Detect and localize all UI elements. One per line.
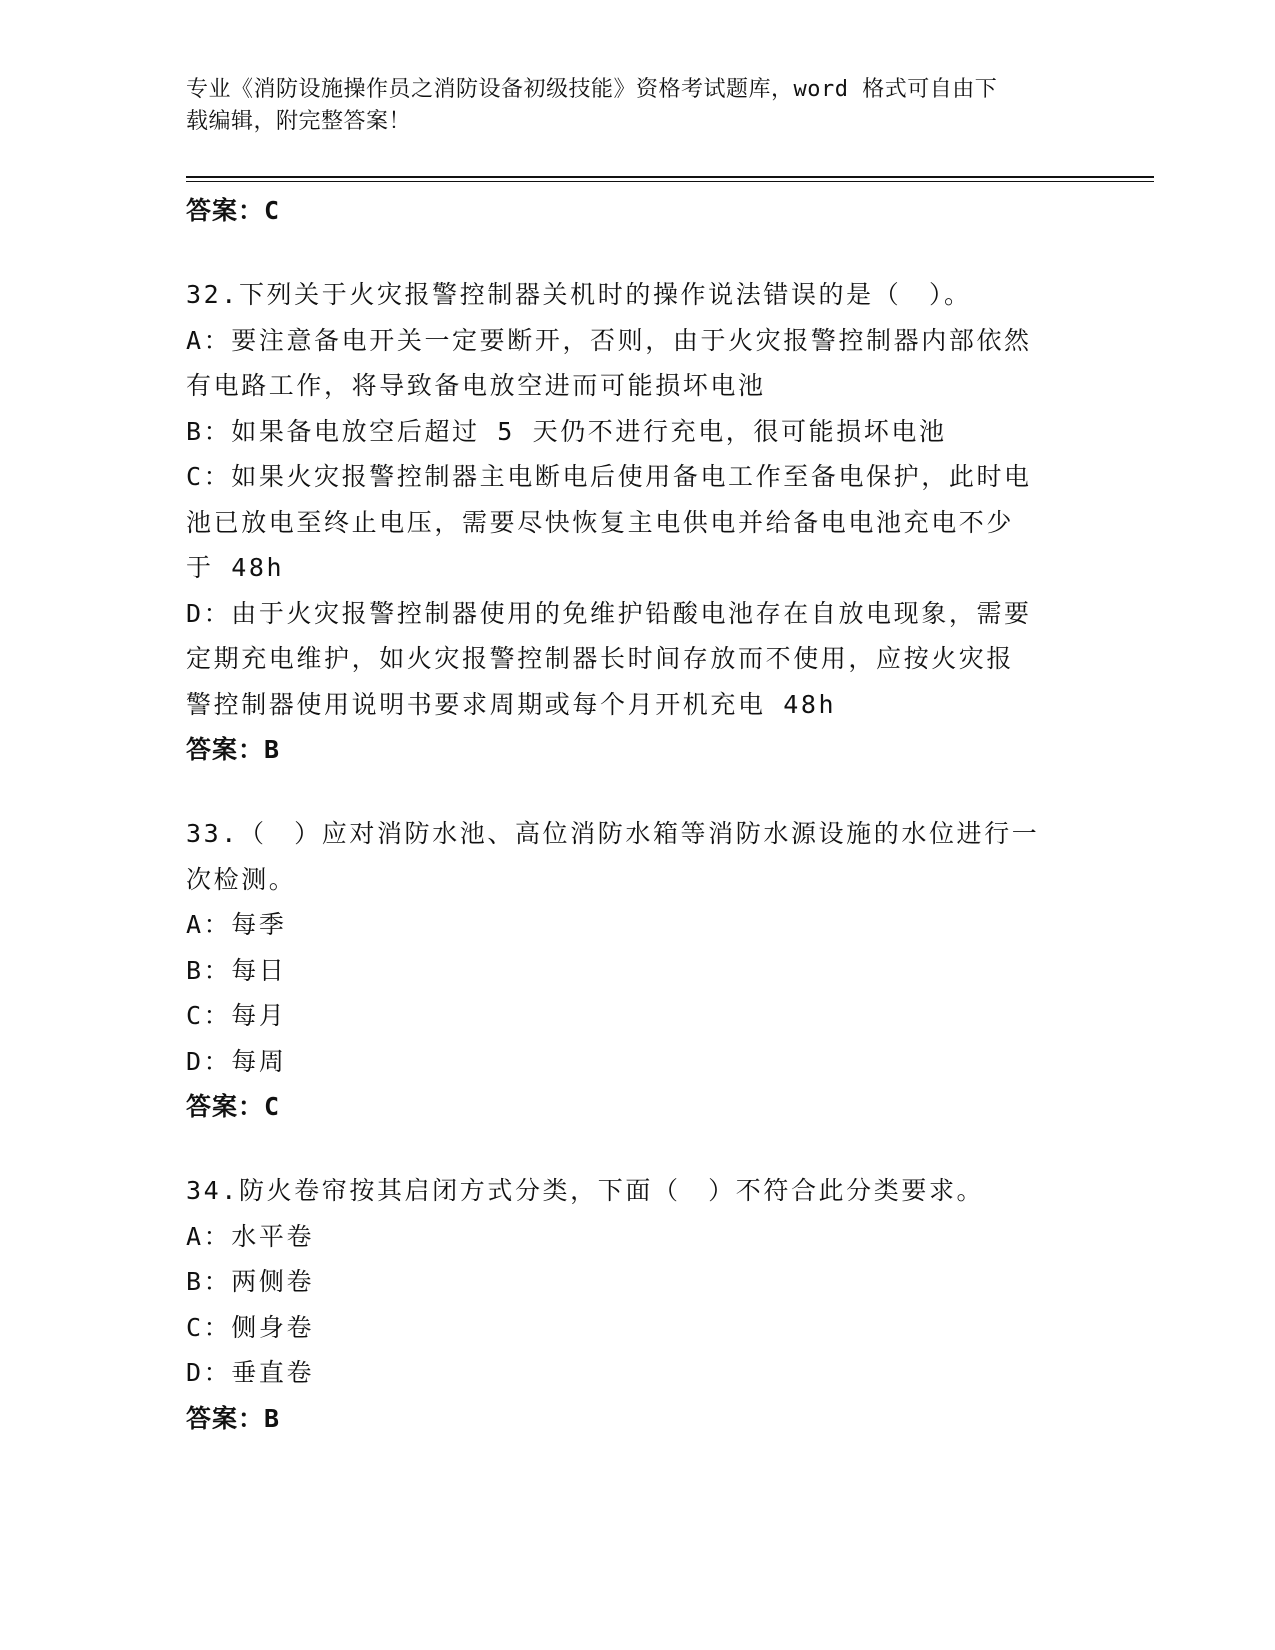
answer-label: 答案： [186, 735, 265, 764]
answer-value: C [264, 196, 281, 225]
question-list [186, 188, 1086, 1442]
question-33 [186, 811, 1086, 1130]
option-line: 定期充电维护，如火灾报警控制器长时间存放而不使用，应按火灾报 [186, 644, 1015, 673]
answer-value: B [264, 1403, 281, 1433]
answer-line [186, 1084, 1086, 1130]
option-line: C：侧身卷 [186, 1312, 315, 1342]
answer-line [186, 1396, 1086, 1442]
option-line: B：如果备电放空后超过 5 天仍不进行充电，很可能损坏电池 [186, 416, 947, 446]
option-line: 警控制器使用说明书要求周期或每个月开机充电 48h [186, 689, 837, 719]
option-line: B：两侧卷 [186, 1267, 315, 1296]
header-divider-thin [186, 181, 1154, 182]
question-32 [186, 272, 1086, 773]
option-line: 于 48h [186, 553, 285, 582]
question-line: 32.下列关于火灾报警控制器关机时的操作说法错误的是（ ）。 [186, 280, 972, 309]
answer-value: B [264, 735, 281, 764]
header-divider-thick [186, 176, 1154, 178]
answer-label: 答案： [186, 196, 265, 225]
option-line: A：水平卷 [186, 1221, 315, 1251]
option-line: C：每月 [186, 1001, 287, 1030]
document-header [186, 74, 1066, 138]
option-line: 池已放电至终止电压，需要尽快恢复主电供电并给备电电池充电不少 [186, 507, 1015, 537]
option-line: B：每日 [186, 955, 287, 985]
question-34 [186, 1168, 1086, 1442]
question-line: 33.（ ）应对消防水池、高位消防水箱等消防水源设施的水位进行一 [186, 819, 1040, 848]
option-line: D：每周 [186, 1046, 287, 1076]
option-line: A：要注意备电开关一定要断开，否则，由于火灾报警控制器内部依然 [186, 325, 1032, 355]
option-line: 有电路工作，将导致备电放空进而可能损坏电池 [186, 371, 766, 400]
answer-value: C [264, 1092, 281, 1121]
option-line: D：由于火灾报警控制器使用的免维护铅酸电池存在自放电现象，需要 [186, 598, 1032, 628]
option-line: D：垂直卷 [186, 1358, 315, 1387]
question-line: 34.防火卷帘按其启闭方式分类，下面（ ）不符合此分类要求。 [186, 1176, 985, 1205]
answer-label: 答案： [186, 1092, 265, 1121]
answer-line [186, 727, 1086, 773]
answer-line [186, 188, 1086, 234]
header-line-1: 专业《消防设施操作员之消防设备初级技能》资格考试题库，word 格式可自由下 [186, 77, 998, 102]
option-line: C：如果火灾报警控制器主电断电后使用备电工作至备电保护，此时电 [186, 462, 1032, 491]
option-line: A：每季 [186, 910, 287, 939]
question-line: 次检测。 [186, 864, 297, 894]
answer-label: 答案： [186, 1403, 265, 1433]
header-line-2: 载编辑，附完整答案！ [186, 109, 412, 134]
